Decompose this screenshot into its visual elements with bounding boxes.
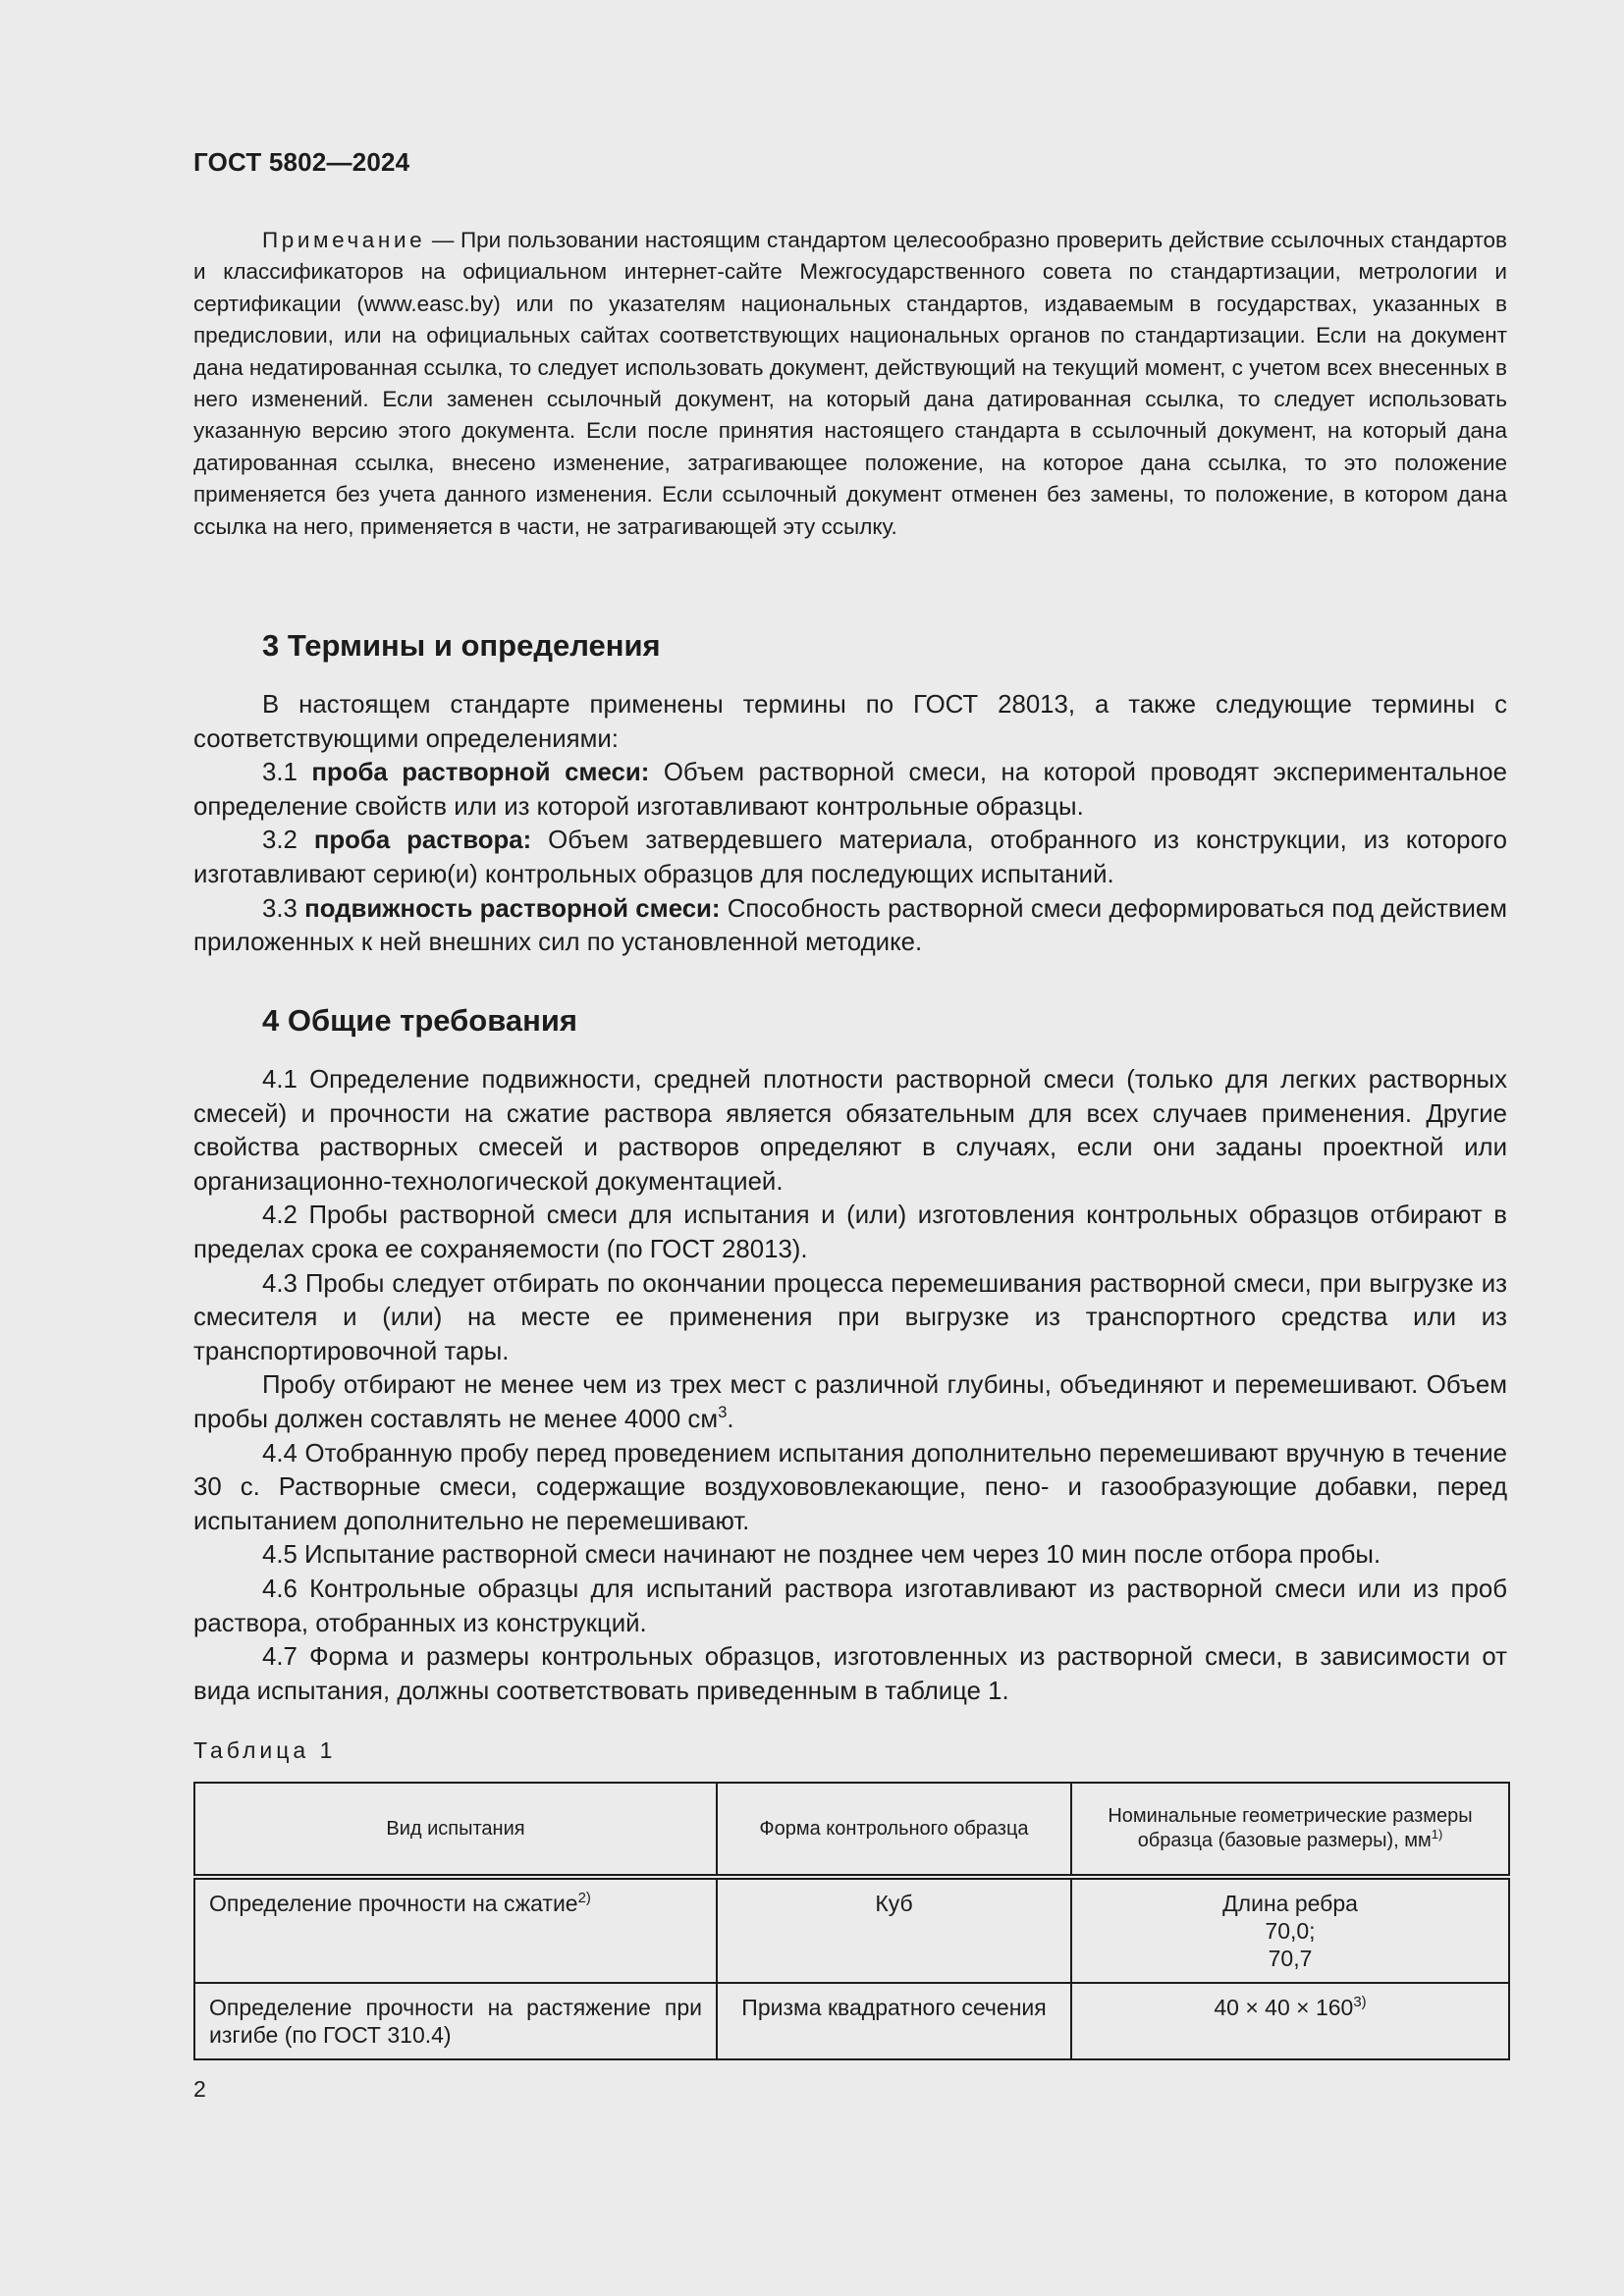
cell-sample-shape: Призма квадратного сечения: [717, 1983, 1071, 2059]
term-definition: Объем затвердевшего материала, отобранного из конструкции, из которого изготавливают серию(и) контрольных образцов для последующих испытаний.: [193, 827, 1507, 888]
clause-4-3-sampling: Пробу отбирают не менее чем из трех мест с различной глубины, объединяют и перемешивают. Объем пробы должен составлять не менее 4000 $см^3$.: [193, 1371, 1507, 1433]
header-test-type: Вид испытания: [194, 1783, 717, 1877]
header-dimensions: Номинальные геометрические размеры образца (базовые размеры), $мм^{1)}$: [1071, 1783, 1509, 1877]
clause-4-5: 4.5 Испытание растворной смеси начинают не позднее чем через 10 мин после отбора пробы.: [262, 1541, 1381, 1570]
section-3-heading: 3 Термины и определения: [262, 628, 661, 663]
term-name: проба раствора:: [313, 827, 532, 855]
term-definition: Способность растворной смеси деформироваться под действием приложенных к ней внешних сил по установленной методике.: [193, 894, 1508, 957]
term-name: проба растворной смеси:: [311, 759, 650, 787]
table-1: [193, 1782, 1510, 2060]
note-text: — При пользовании настоящим стандартом целесообразно проверить действие ссылочных стандартов и классификаторов на официальном интернет-сайте Межгосударственного совета по стандартизации, метрологии и сертификации (www.easc.by) или по указателям национальных стандартов, издаваемым в государствах, указанных в предисловии, или на официальных сайтах соответствующих национальных органов по стандартизации. Если на документ дана недатированная ссылка, то следует использовать документ, действующий на текущий момент, с учетом всех внесенных в него изменений. Если заменен ссылочный документ, на который дана датированная ссылка, то следует использовать указанную версию этого документа. Если после принятия настоящего стандарта в ссылочный документ, на который дана датированная ссылка, внесено изменение, затрагивающее положение, на которое дана ссылка, то это положение применяется без учета данного изменения. Если ссылочный документ отменен без замены, то положение, в котором дана ссылка на него, применяется в части, не затрагивающей эту ссылку.: [193, 228, 1507, 539]
cell-sample-shape: Куб: [717, 1877, 1071, 1983]
table-header-row: [194, 1783, 1509, 1877]
term-name: подвижность растворной смеси:: [304, 894, 721, 923]
document-id: ГОСТ 5802—2024: [193, 147, 410, 177]
term-definition: Объем растворной смеси, на которой проводят экспериментальное определение свойств или из которой изготавливают контрольные образцы.: [193, 759, 1508, 821]
cell-test-type: Определение прочности на растяжение при изгибе (по ГОСТ 310.4): [194, 1983, 717, 2059]
term-3-1: 3.1 проба растворной смеси: Объем растворной смеси, на которой проводят экспериментальное определение свойств или из которой изготавливают контрольные образцы.: [193, 759, 1508, 821]
section-4-body: [193, 1063, 1507, 1708]
clause-4-1: 4.1 Определение подвижности, средней плотности растворной смеси (только для легких растворных смесей) и прочности на сжатие раствора является обязательным для всех случаев применения. Другие свойства растворных смесей и растворов определяют в случаях, если они заданы проектной или организационно-технологической документацией.: [193, 1066, 1507, 1196]
section-3-body: [193, 688, 1507, 960]
clause-4-3: 4.3 Пробы следует отбирать по окончании процесса перемешивания растворной смеси, при выгрузке из смесителя и (или) на месте ее применения при выгрузке из транспортного средства или из транспортировочной тары.: [193, 1269, 1507, 1365]
term-3-2: 3.2 проба раствора: Объем затвердевшего материала, отобранного из конструкции, из которого изготавливают серию(и) контрольных образцов для последующих испытаний.: [193, 827, 1507, 888]
table-caption: Таблица 1: [193, 1737, 337, 1763]
clause-4-2: 4.2 Пробы растворной смеси для испытания и (или) изготовления контрольных образцов отбирают в пределах срока ее сохраняемости (по ГОСТ 28013).: [193, 1201, 1507, 1263]
cell-dimensions: Длина ребра 70,0; 70,7: [1071, 1877, 1509, 1983]
note-label: Примечание: [262, 228, 426, 252]
table-row: [194, 1983, 1509, 2059]
cell-dimensions: $40 \times 40 \times 160^{3)}$: [1071, 1983, 1509, 2059]
header-sample-shape: Форма контрольного образца: [717, 1783, 1071, 1877]
clause-4-7: 4.7 Форма и размеры контрольных образцов, изготовленных из растворной смеси, в зависимости от вида испытания, должны соответствовать приведенным в таблице 1.: [193, 1643, 1507, 1705]
page-number: 2: [193, 2076, 206, 2102]
cell-test-type: Определение прочности на сжатие$^{2)}$: [194, 1877, 717, 1983]
note-paragraph: [193, 225, 1507, 543]
table-row: [194, 1877, 1509, 1983]
clause-4-6: 4.6 Контрольные образцы для испытаний раствора изготавливают из растворной смеси или из проб раствора, отобранных из конструкций.: [193, 1575, 1507, 1637]
clause-4-4: 4.4 Отобранную пробу перед проведением испытания дополнительно перемешивают вручную в течение 30 с. Растворные смеси, содержащие воздухововлекающие, пено- и газообразующие добавки, перед испытанием дополнительно не перемешивают.: [193, 1439, 1507, 1535]
section-3-intro: В настоящем стандарте применены термины по ГОСТ 28013, а также следующие термины с соответствующими определениями:: [193, 691, 1507, 753]
term-3-3: 3.3 подвижность растворной смеси: Способность растворной смеси деформироваться под действием приложенных к ней внешних сил по установленной методике.: [193, 894, 1508, 957]
section-4-heading: 4 Общие требования: [262, 1003, 577, 1038]
